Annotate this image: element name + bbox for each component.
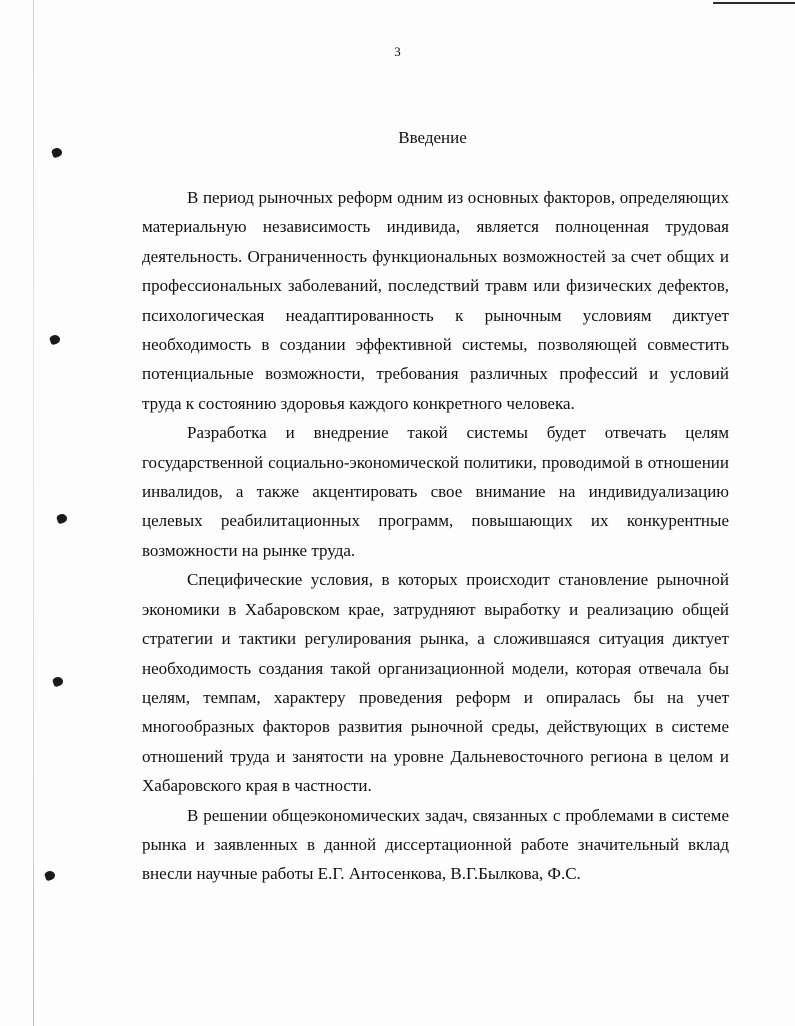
paragraph: Разработка и внедрение такой системы будет отвечать целям государственной социально-экономической политики, проводимой в отношении инвалидов, а также акцентировать свое внимание на индивидуализацию целевых реабилитационных программ, повышающих их конкурентные возможности на рынке труда. [142,423,729,560]
binding-hole-mark [56,513,68,525]
scan-edge-top [713,2,795,4]
binding-hole-mark [51,147,63,159]
paragraph: В решении общеэкономических задач, связанных с проблемами в системе рынка и заявленных в данной диссертационной работе значительный вклад внесли научные работы Е.Г. Антосенкова, В.Г.Былкова, Ф.С. [142,805,729,884]
section-heading: Введение [398,128,467,147]
paragraph: В период рыночных реформ одним из основных факторов, определяющих материальную независимость индивида, является полноценная трудовая деятельность. Ограниченность функциональных возможностей за счет общих и профессиональных заболеваний, последствий травм или физических дефектов, психологическая неадаптированность к рыночным условиям диктует необходимость в создании эффективной системы, позволяющей совместить потенциальные возможности, требования различных профессий и условий труда к состоянию здоровья каждого конкретного человека. [142,188,729,413]
paragraph: Специфические условия, в которых происходит становление рыночной экономики в Хабаровском крае, затрудняют выработку и реализацию общей стратегии и тактики регулирования рынка, а сложившаяся ситуация диктует необходимость создания такой организационной модели, которая отвечала бы целям, темпам, характеру проведения реформ и опиралась бы на учет многообразных факторов развития рыночной среды, действующих в системе отношений труда и занятости на уровне Дальневосточного региона в целом и Хабаровского края в частности. [142,570,729,796]
page-number: 3 [394,44,401,59]
binding-hole-mark [44,870,56,882]
body-text [142,183,729,889]
binding-hole-mark [49,334,61,346]
scan-edge [33,0,34,1026]
binding-hole-mark [52,676,64,688]
